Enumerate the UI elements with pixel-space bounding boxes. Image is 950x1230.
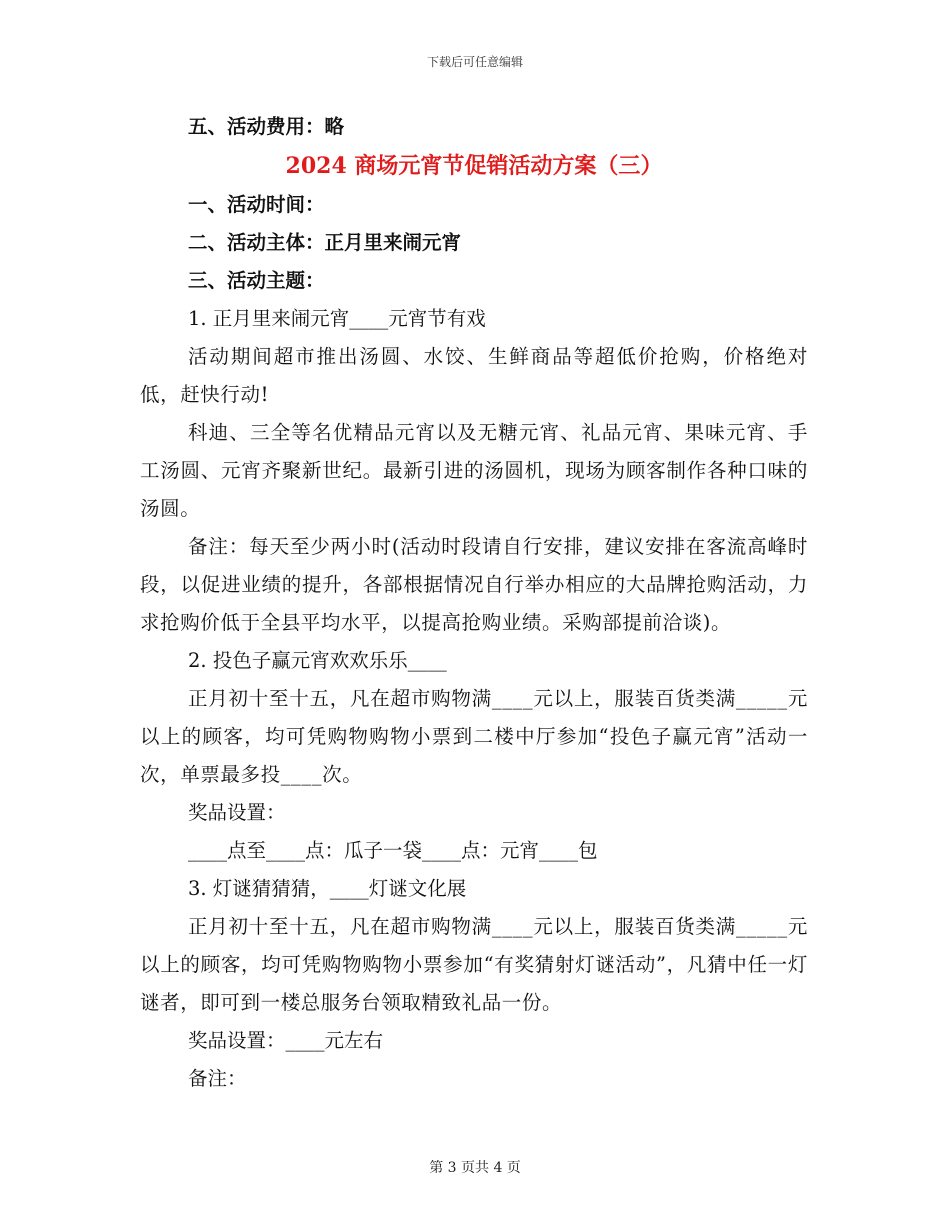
item-3-paragraph-1: 正月初十至十五，凡在超市购物满____元以上，服装百货类满_____元以上的顾客，均可凭购物购物小票参加“有奖猜射灯谜活动”，凡猜中任一灯谜者，即可到一楼总服务台领取精致礼品一份。 <box>140 915 808 1014</box>
section-2-heading: 二、活动主体：正月里来闹元宵 <box>188 231 462 254</box>
item-1-note: 备注：每天至少两小时(活动时段请自行安排，建议安排在客流高峰时段，以促进业绩的提升，各部根据情况自行举办相应的大品牌抢购活动，力求抢购价低于全县平均水平，以提高抢购业绩。采购部提前洽谈)。 <box>140 535 808 634</box>
document-body <box>140 108 808 1098</box>
item-3-note: 备注： <box>188 1067 247 1090</box>
document-title: 2024 商场元宵节促销活动方案（三） <box>285 153 663 179</box>
item-3-title: 3. 灯谜猜猜猜，____灯谜文化展 <box>188 877 467 900</box>
item-2-title: 2. 投色子赢元宵欢欢乐乐____ <box>188 649 447 672</box>
section-3-heading: 三、活动主题： <box>188 269 325 292</box>
item-2-paragraph-1: 正月初十至十五，凡在超市购物满____元以上，服装百货类满_____元以上的顾客，均可凭购物购物小票到二楼中厅参加“投色子赢元宵”活动一次，单票最多投____次。 <box>140 687 808 786</box>
section-1-heading: 一、活动时间： <box>188 193 325 216</box>
section-5-heading: 五、活动费用：略 <box>188 115 345 138</box>
item-1-paragraph-1: 活动期间超市推出汤圆、水饺、生鲜商品等超低价抢购，价格绝对低，赶快行动! <box>140 345 808 406</box>
item-2-prize-label: 奖品设置： <box>188 801 286 824</box>
item-2-prize-line: ____点至____点：瓜子一袋____点：元宵____包 <box>188 839 598 862</box>
page-header: 下载后可任意编辑 <box>426 55 523 69</box>
item-3-prize: 奖品设置：____元左右 <box>188 1029 384 1052</box>
page-footer: 第 3 页共 4 页 <box>429 1160 521 1176</box>
item-1-paragraph-2: 科迪、三全等名优精品元宵以及无糖元宵、礼品元宵、果味元宵、手工汤圆、元宵齐聚新世纪。最新引进的汤圆机，现场为顾客制作各种口味的汤圆。 <box>140 421 808 520</box>
item-1-title: 1. 正月里来闹元宵____元宵节有戏 <box>188 307 486 330</box>
